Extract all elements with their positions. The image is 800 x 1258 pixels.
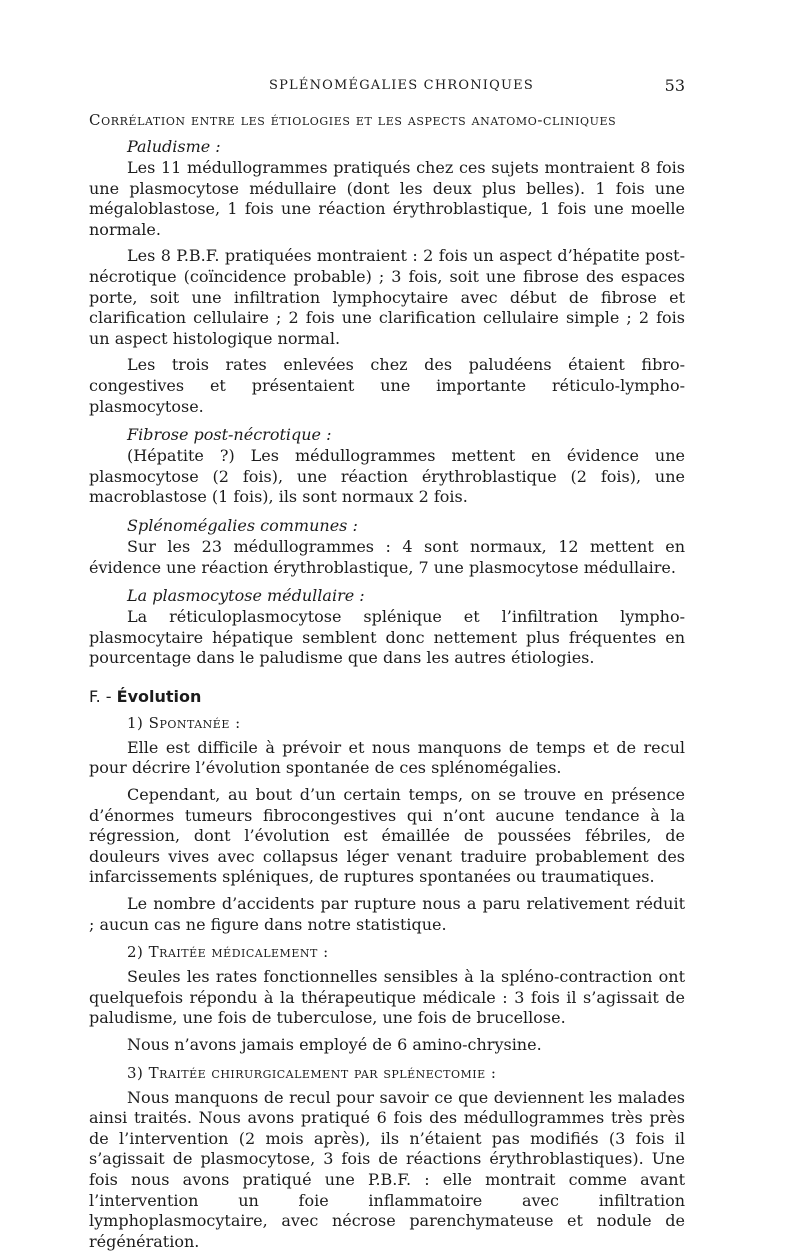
page-number: 53 — [664, 76, 685, 95]
subheading-spontanee: 1) Spontanée : — [127, 713, 241, 732]
section-title-evolution: Évolution — [116, 686, 202, 706]
paragraph: Les 11 médullogrammes pratiqués chez ces sujets montraient 8 fois une plasmocytose médullaire (dont les deux plus belles). 1 fois une mégaloblastose, 1 fois une réaction érythroblastique, 1 fois une moelle normale. — [89, 158, 685, 239]
paragraph: Cependant, au bout d’un certain temps, on se trouve en présence d’énormes tumeurs fibrocongestives qui n’ont aucune tendance à la régression, dont l’évolution est émaillée de poussées fébriles, de douleurs vives avec collapsus léger venant traduire probablement des infarcissements spléniques, de ruptures spontanées ou traumatiques. — [89, 785, 685, 887]
subheading-fibrose: Fibrose post-nécrotique : — [127, 425, 332, 445]
paragraph: Elle est difficile à prévoir et nous manquons de temps et de recul pour décrire l’évolution spontanée de ces splénomégalies. — [89, 737, 685, 778]
section-letter: F. - — [89, 686, 112, 706]
paragraph: Le nombre d’accidents par rupture nous a paru relativement réduit ; aucun cas ne figure dans notre statistique. — [89, 894, 685, 934]
subheading-plasmocytose: La plasmocytose médullaire : — [127, 586, 365, 606]
paragraph: Nous manquons de recul pour savoir ce que deviennent les malades ainsi traités. Nous avons pratiqué 6 fois des médullogrammes très près de l’intervention (2 mois après), ils n’étaient pas modifiés (3 fois il s’agissait de plasmocytose, 3 fois de réactions érythroblastiques). Une fois nous avons pratiqué une P.B.F. : elle montrait comme avant l’intervention un foie inflammatoire avec infiltration lymphoplasmocytaire, avec nécrose parenchymateuse et nodule de régénération. — [89, 1087, 685, 1251]
section-title-correlation: Corrélation entre les étiologies et les aspects anatomo-cliniques — [89, 111, 617, 129]
subheading-paludisme: Paludisme : — [127, 137, 221, 156]
subheading-splenomegalies-communes: Splénomégalies communes : — [127, 515, 358, 535]
section-heading-evolution — [89, 687, 685, 706]
running-title: SPLÉNOMÉGALIES CHRONIQUES — [269, 78, 534, 93]
document-page — [89, 76, 685, 1258]
paragraph: Les 8 P.B.F. pratiquées montraient : 2 fois un aspect d’hépatite post-nécrotique (coïncidence probable) ; 3 fois, soit une fibrose des espaces porte, soit une infiltration lymphocytaire avec début de fibrose et clarification cellulaire ; 2 fois une clarification cellulaire simple ; 2 fois un aspect histologique normal. — [89, 246, 685, 348]
paragraph: Les trois rates enlevées chez des paludéens étaient fibro-congestives et présentaient une importante réticulo-lympho-plasmocytose. — [89, 355, 685, 416]
subheading-traitee-medicalement: 2) Traitée médicalement : — [127, 943, 329, 962]
paragraph: (Hépatite ?) Les médullogrammes mettent en évidence une plasmocytose (2 fois), une réaction érythroblastique (2 fois), une macroblastose (1 fois), ils sont normaux 2 fois. — [89, 446, 685, 507]
subheading-traitee-chirurgicalement: 3) Traitée chirurgicalement par splénectomie : — [127, 1063, 497, 1082]
paragraph: Nous n’avons jamais employé de 6 amino-chrysine. — [127, 1035, 542, 1054]
paragraph: Sur les 23 médullogrammes : 4 sont normaux, 12 mettent en évidence une réaction érythroblastique, 7 une plasmocytose médullaire. — [89, 536, 685, 577]
paragraph: La réticuloplasmocytose splénique et l’infiltration lympho-plasmocytaire hépatique semblent donc nettement plus fréquentes en pourcentage dans le paludisme que dans les autres étiologies. — [89, 607, 685, 668]
paragraph: Seules les rates fonctionnelles sensibles à la spléno-contraction ont quelquefois répondu à la thérapeutique médicale : 3 fois il s’agissait de paludisme, une fois de tuberculose, une fois de brucellose. — [89, 967, 685, 1028]
running-header — [89, 76, 685, 98]
